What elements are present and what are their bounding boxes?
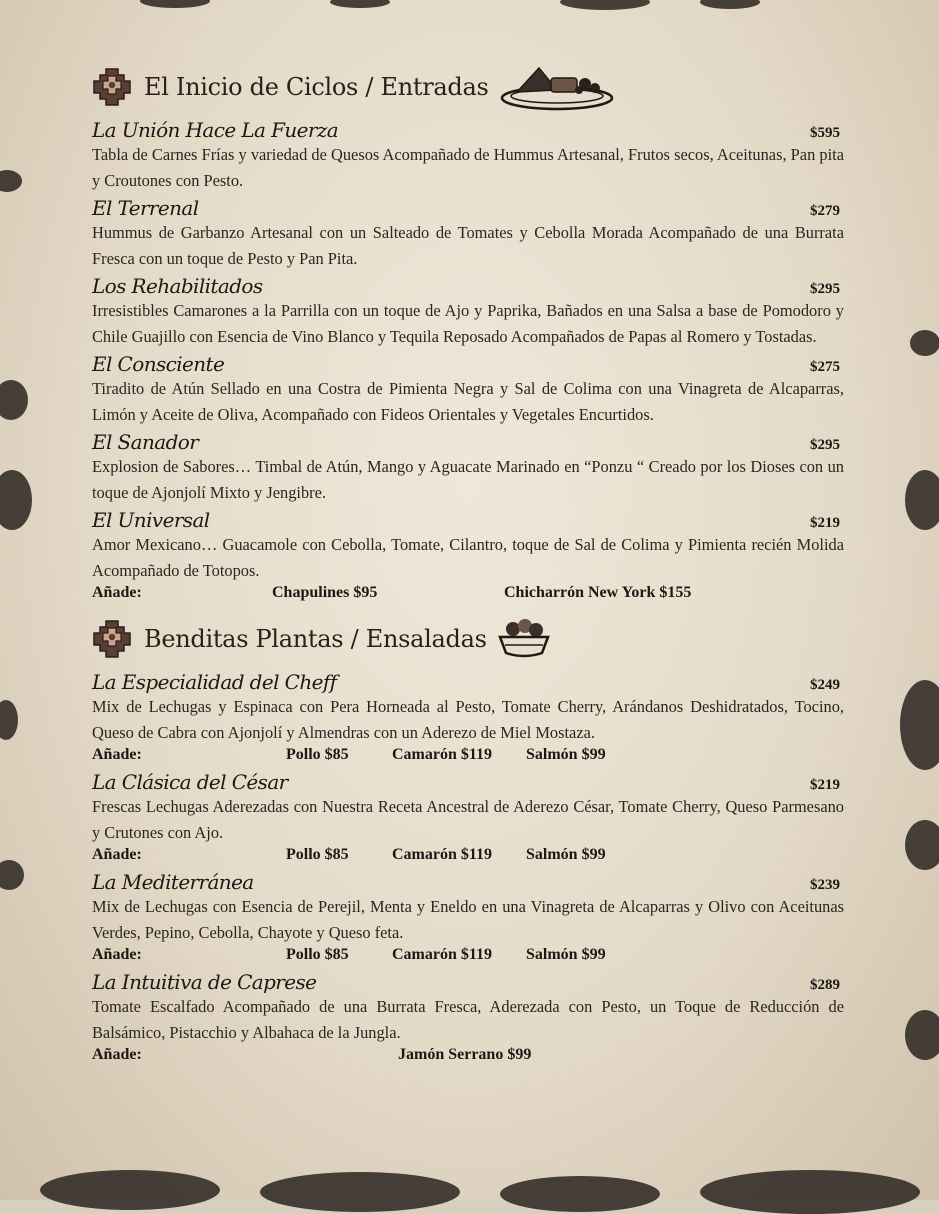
menu-item: [92, 350, 844, 428]
dish-name: El Terrenal: [92, 196, 199, 220]
menu-section: [92, 60, 844, 606]
menu-content: [92, 60, 844, 1068]
addon-option: Jamón Serrano $99: [398, 1046, 532, 1063]
menu-item: [92, 768, 844, 868]
dish-price: $275: [810, 359, 840, 375]
section-title: El Inicio de Ciclos / Entradas: [144, 73, 489, 101]
menu-item: [92, 116, 844, 194]
addon-option: Camarón $119: [392, 846, 492, 863]
addon-label: Añade:: [92, 1046, 142, 1063]
addon-label: Añade:: [92, 584, 142, 601]
dish-name: La Mediterránea: [92, 870, 254, 894]
section-header: [92, 612, 844, 666]
addon-option: Camarón $119: [392, 746, 492, 763]
dish-price: $279: [810, 203, 840, 219]
addon-option: Pollo $85: [286, 746, 349, 763]
dish-description: Mix de Lechugas con Esencia de Perejil, Menta y Eneldo en una Vinagreta de Alcaparras y Olivo con Aceitunas Verdes, Pepino, Cebolla, Chayote y Queso feta.: [92, 897, 844, 942]
dish-name: El Consciente: [92, 352, 225, 376]
addon-row: [92, 1046, 844, 1068]
dish-description: Tabla de Carnes Frías y variedad de Quesos Acompañado de Hummus Artesanal, Frutos secos, Aceitunas, Pan pita y Croutones con Pesto.: [92, 145, 844, 190]
dish-name: La Especialidad del Cheff: [92, 670, 337, 694]
chakana-ornament-icon: [92, 67, 132, 107]
addon-row: [92, 846, 844, 868]
addon-option: Pollo $85: [286, 846, 349, 863]
menu-item: [92, 868, 844, 968]
dish-description: Amor Mexicano… Guacamole con Cebolla, Tomate, Cilantro, toque de Sal de Colima y Pimienta recién Molida Acompañado de Totopos.: [92, 535, 844, 580]
dish-name: La Intuitiva de Caprese: [92, 970, 317, 994]
dish-name: Los Rehabilitados: [92, 274, 263, 298]
food-platter-icon: [499, 62, 615, 112]
addon-option: Salmón $99: [526, 846, 606, 863]
dish-name: El Sanador: [92, 430, 199, 454]
addon-option: Chicharrón New York $155: [504, 584, 692, 601]
dish-description: Explosion de Sabores… Timbal de Atún, Mango y Aguacate Marinado en “Ponzu “ Creado por los Dioses con un toque de Ajonjolí Mixto y Jengibre.: [92, 457, 844, 502]
dish-price: $249: [810, 677, 840, 693]
dish-price: $239: [810, 877, 840, 893]
salad-bowl-icon: [497, 617, 551, 661]
addon-label: Añade:: [92, 746, 142, 763]
addon-row: [92, 584, 844, 606]
addon-option: Salmón $99: [526, 746, 606, 763]
addon-row: [92, 746, 844, 768]
dish-price: $289: [810, 977, 840, 993]
dish-name: La Unión Hace La Fuerza: [92, 118, 339, 142]
dish-description: Mix de Lechugas y Espinaca con Pera Horneada al Pesto, Tomate Cherry, Arándanos Deshidratados, Tocino, Queso de Cabra con Ajonjolí y Almendras con un Aderezo de Miel Mostaza.: [92, 697, 844, 742]
menu-item: [92, 194, 844, 272]
addon-option: Camarón $119: [392, 946, 492, 963]
menu-item: [92, 968, 844, 1068]
dish-price: $295: [810, 281, 840, 297]
menu-item: [92, 428, 844, 506]
dish-description: Frescas Lechugas Aderezadas con Nuestra Receta Ancestral de Aderezo César, Tomate Cherry, Queso Parmesano y Crutones con Ajo.: [92, 797, 844, 842]
section-title: Benditas Plantas / Ensaladas: [144, 625, 487, 653]
dish-description: Irresistibles Camarones a la Parrilla con un toque de Ajo y Paprika, Bañados en una Salsa a base de Pomodoro y Chile Guajillo con Esencia de Vino Blanco y Tequila Reposado Acompañados de Papas al Romero y Tostadas.: [92, 301, 844, 346]
menu-item: [92, 668, 844, 768]
addon-option: Pollo $85: [286, 946, 349, 963]
addon-label: Añade:: [92, 846, 142, 863]
menu-item: [92, 506, 844, 606]
dish-name: El Universal: [92, 508, 210, 532]
dish-price: $595: [810, 125, 840, 141]
addon-label: Añade:: [92, 946, 142, 963]
menu-section: [92, 612, 844, 1068]
dish-name: La Clásica del César: [92, 770, 288, 794]
dish-description: Hummus de Garbanzo Artesanal con un Salteado de Tomates y Cebolla Morada Acompañado de una Burrata Fresca con un toque de Pesto y Pan Pita.: [92, 223, 844, 268]
dish-price: $219: [810, 777, 840, 793]
menu-item: [92, 272, 844, 350]
dish-description: Tiradito de Atún Sellado en una Costra de Pimienta Negra y Sal de Colima con una Vinagreta de Alcaparras, Limón y Aceite de Oliva, Acompañado con Fideos Orientales y Vegetales Encurtidos.: [92, 379, 844, 424]
section-header: [92, 60, 844, 114]
dish-price: $295: [810, 437, 840, 453]
chakana-ornament-icon: [92, 619, 132, 659]
addon-option: Salmón $99: [526, 946, 606, 963]
dish-price: $219: [810, 515, 840, 531]
dish-description: Tomate Escalfado Acompañado de una Burrata Fresca, Aderezada con Pesto, un Toque de Reducción de Balsámico, Pistacchio y Albahaca de la Jungla.: [92, 997, 844, 1042]
addon-option: Chapulines $95: [272, 584, 378, 601]
addon-row: [92, 946, 844, 968]
